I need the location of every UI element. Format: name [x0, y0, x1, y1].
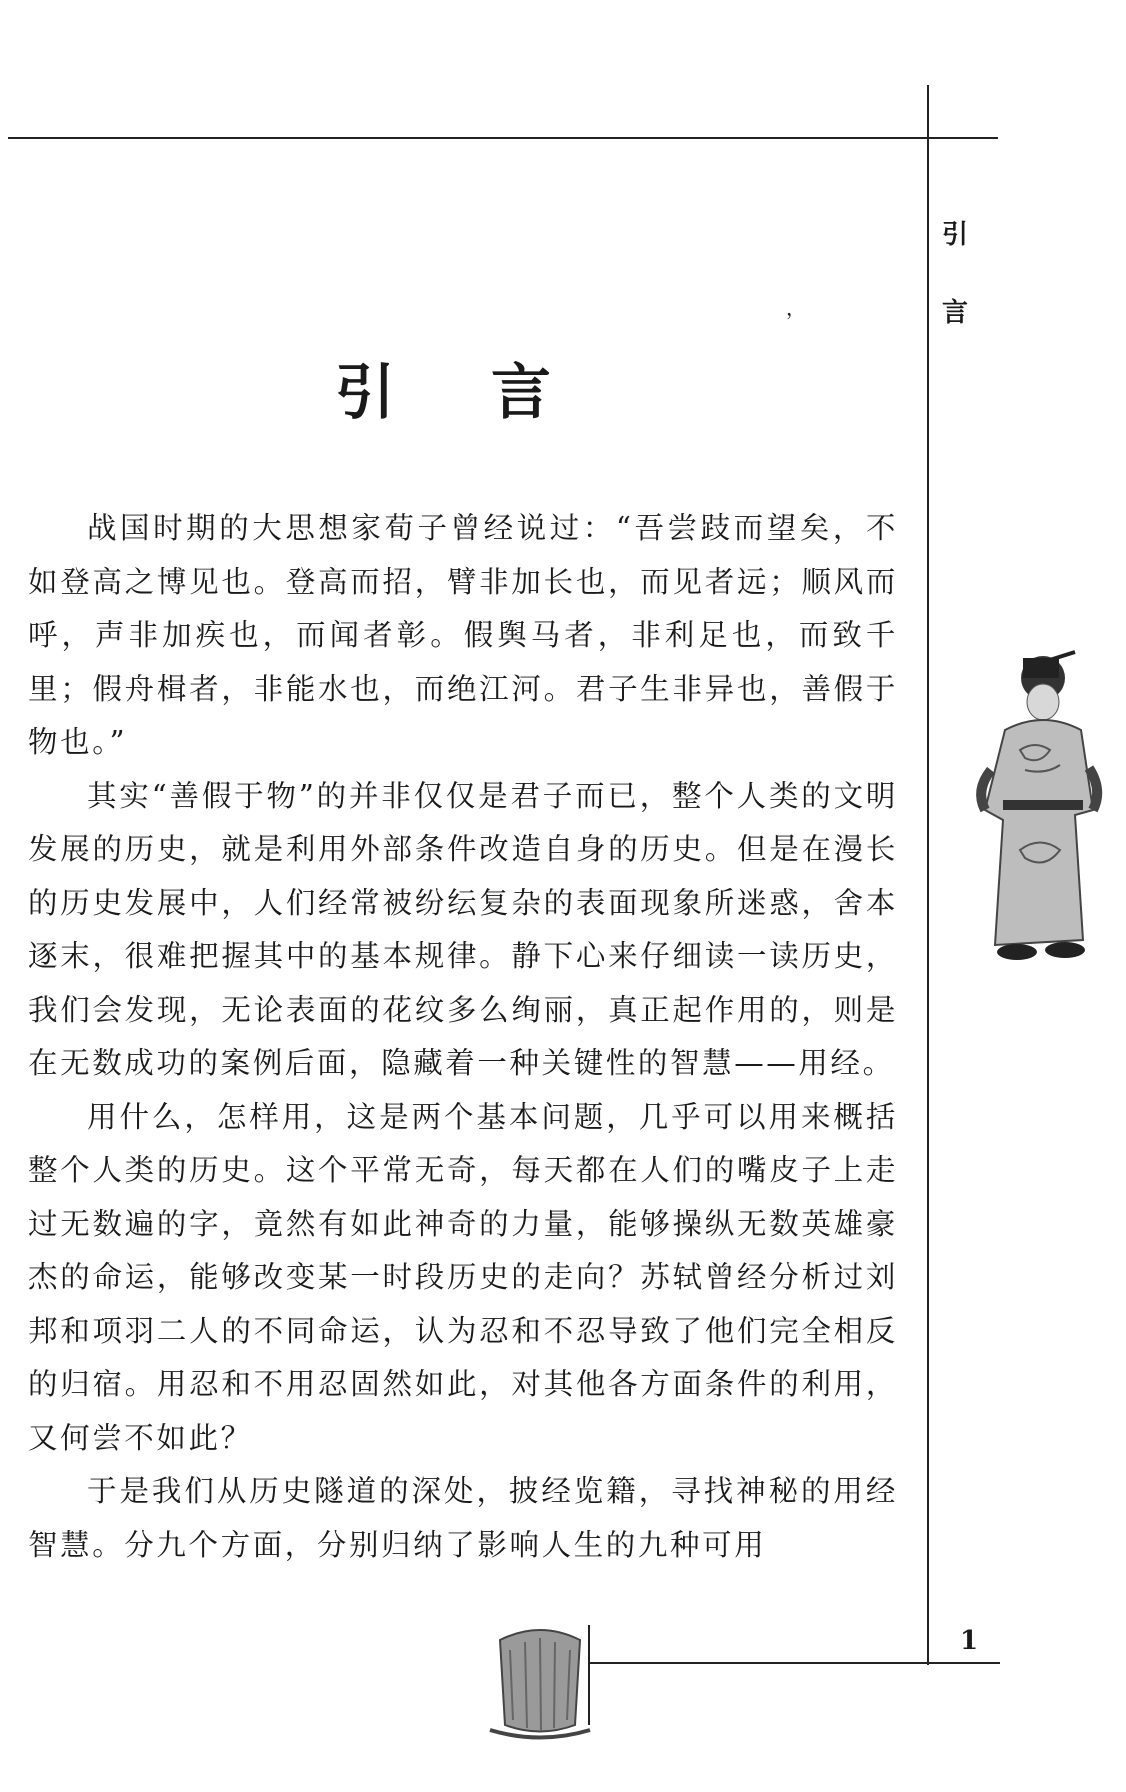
- hat-illustration: [475, 1620, 605, 1750]
- page-number: 1: [960, 1626, 979, 1656]
- side-running-title: [935, 196, 975, 352]
- bottom-rule: [590, 1662, 1000, 1664]
- top-rule: [8, 137, 998, 139]
- title-char: 引: [335, 358, 401, 428]
- paragraph: 其实“善假于物”的并非仅仅是君子而已，整个人类的文明发展的历史，就是利用外部条件改造自身的历史。但是在漫长的历史发展中，人们经常被纷纭复杂的表面现象所迷惑，舍本逐末，很难把握其中的基本规律。静下心来仔细读一读历史，我们会发现，无论表面的花纹多么绚丽，真正起作用的，则是在无数成功的案例后面，隐藏着一种关键性的智慧——用经。: [28, 778, 898, 1080]
- paragraph: 战国时期的大思想家荀子曾经说过：“吾尝跂而望矣，不如登高之博见也。登高而招，臂非加长也，而见者远；顺风而呼，声非加疾也，而闻者彰。假舆马者，非利足也，而致千里；假舟楫者，非能水也，而绝江河。君子生非异也，善假于物也。”: [28, 511, 898, 759]
- bottom-tick-rule: [588, 1625, 590, 1725]
- paragraph: 用什么，怎样用，这是两个基本问题，几乎可以用来概括整个人类的历史。这个平常无奇，每天都在人们的嘴皮子上走过无数遍的字，竟然有如此神奇的力量，能够操纵无数英雄豪杰的命运，能够改变某一时段历史的走向？苏轼曾经分析过刘邦和项羽二人的不同命运，认为忍和不忍导致了他们完全相反的归宿。用忍和不用忍固然如此，对其他各方面条件的利用，又何尝不如此？: [28, 1099, 898, 1455]
- body-text: [28, 502, 898, 1572]
- title-char: 言: [491, 358, 557, 428]
- side-title-char: 言: [941, 298, 968, 328]
- side-title-char: 引: [941, 220, 968, 250]
- stray-mark: ，: [786, 296, 806, 320]
- paragraph: 于是我们从历史隧道的深处，披经览籍，寻找神秘的用经智慧。分九个方面，分别归纳了影响人生的九种可用: [28, 1474, 898, 1562]
- emperor-figure-illustration: [925, 650, 1105, 990]
- page-title: [335, 345, 557, 431]
